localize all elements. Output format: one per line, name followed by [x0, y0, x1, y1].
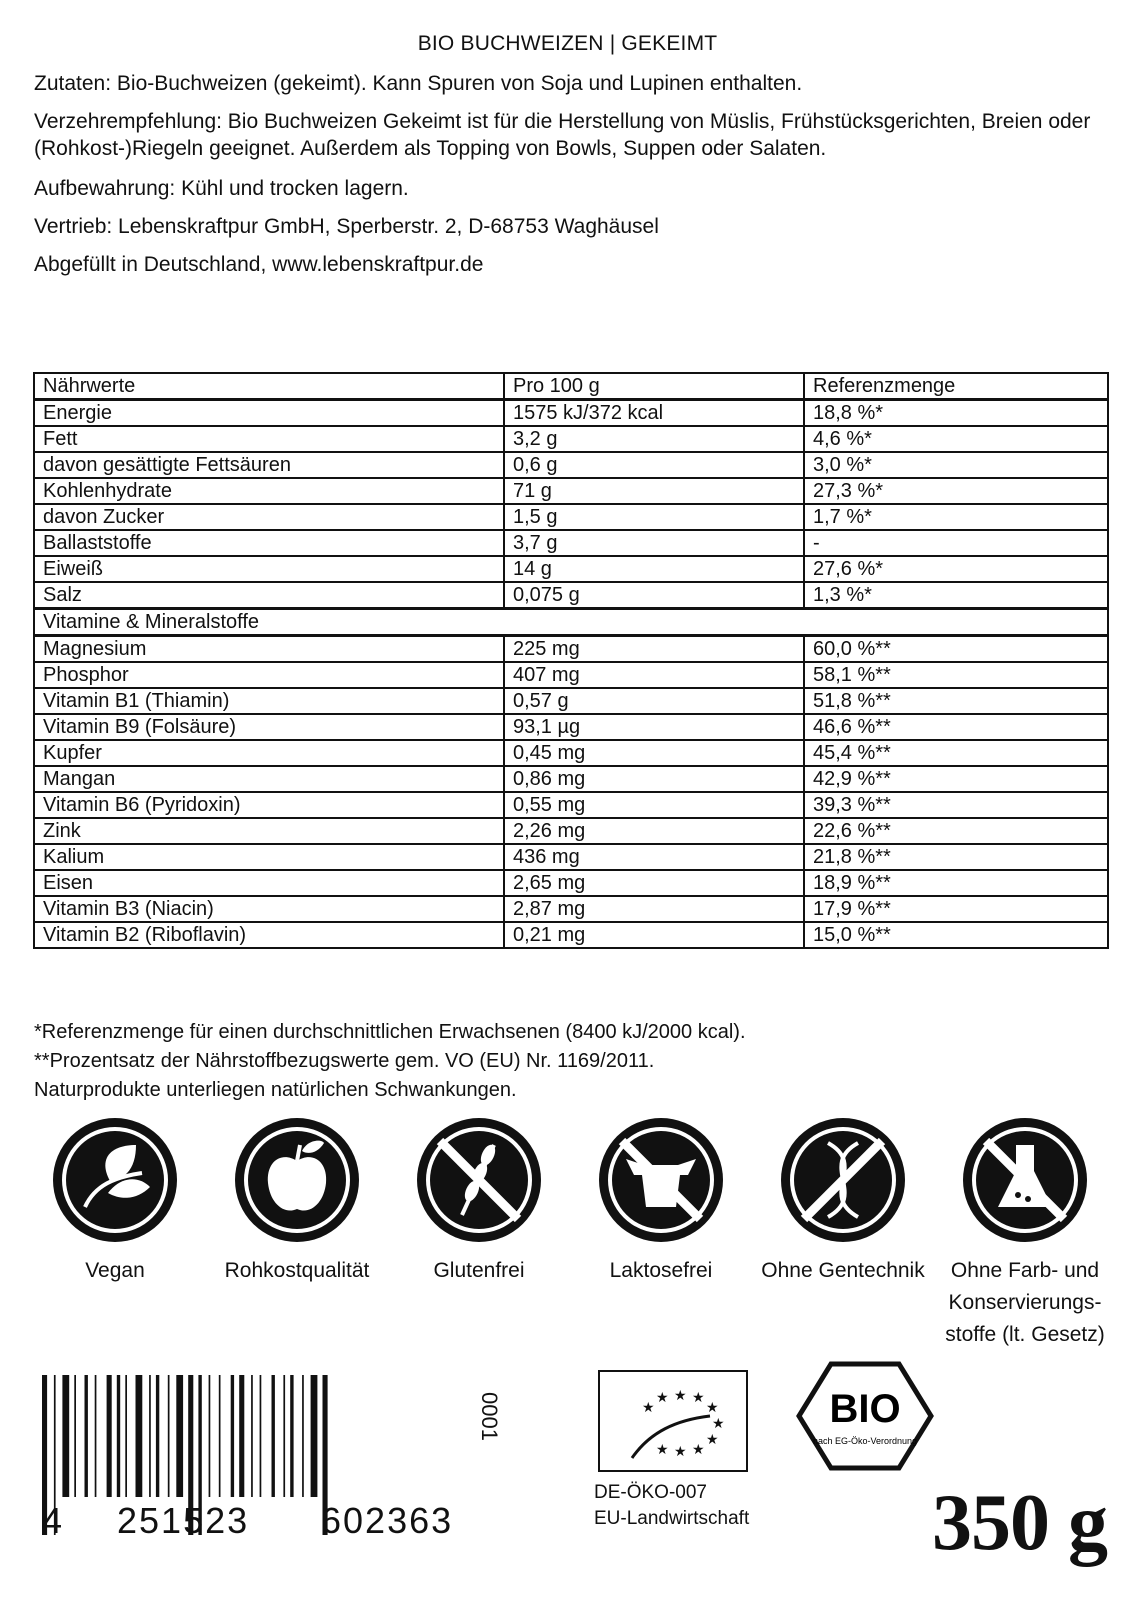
barcode-bar	[209, 1375, 211, 1497]
svg-text:★: ★	[712, 1415, 725, 1431]
table-row	[34, 452, 1108, 478]
barcode-bar	[85, 1375, 88, 1497]
table-cell: 0,6 g	[504, 452, 804, 478]
table-cell: 22,6 %**	[804, 818, 1108, 844]
icon-label: Glutenfrei	[433, 1259, 525, 1282]
table-cell: 0,45 mg	[504, 740, 804, 766]
vegan-badge	[30, 1115, 200, 1287]
barcode-bar	[74, 1375, 76, 1497]
table-row	[34, 426, 1108, 452]
table-cell: 2,87 mg	[504, 896, 804, 922]
barcode-bar	[231, 1375, 234, 1497]
table-cell: Kalium	[34, 844, 504, 870]
ingredients-text: Bio-Buchweizen (gekeimt). Kann Spuren von Soja und Lupinen enthalten.	[111, 72, 803, 95]
recommendation-text: Bio Buchweizen Gekeimt ist für die Herstellung von Müslis, Frühstücksgerichten, Breien oder (Rohkost-)Riegeln geeignet. Außerdem als Topping von Bowls, Suppen oder Salaten.	[34, 110, 1091, 160]
table-cell: davon gesättigte Fettsäuren	[34, 452, 504, 478]
barcode-bar	[272, 1375, 275, 1497]
svg-text:★: ★	[706, 1399, 719, 1415]
icon-label: Ohne Gentechnik	[761, 1259, 925, 1282]
table-row	[34, 478, 1108, 504]
table-row	[34, 504, 1108, 530]
footnote: **Prozentsatz der Nährstoffbezugswerte gem. VO (EU) Nr. 1169/2011.	[34, 1050, 655, 1072]
table-cell: 3,7 g	[504, 530, 804, 556]
table-cell: Magnesium	[34, 636, 504, 663]
eco-control-code: DE-ÖKO-007	[594, 1482, 707, 1503]
table-cell: Eisen	[34, 870, 504, 896]
recommendation-label: Verzehrempfehlung:	[34, 110, 222, 133]
table-cell: 93,1 µg	[504, 714, 804, 740]
table-cell: Vitamin B3 (Niacin)	[34, 896, 504, 922]
table-row	[34, 896, 1108, 922]
table-cell: 27,6 %*	[804, 556, 1108, 582]
table-cell: 51,8 %**	[804, 688, 1108, 714]
storage-label: Aufbewahrung:	[34, 177, 176, 200]
table-cell: Salz	[34, 582, 504, 609]
nutrition-table	[33, 372, 1109, 949]
vegan-leaves-icon	[50, 1115, 180, 1245]
gluten-free-badge	[394, 1115, 564, 1287]
net-weight: 350 g	[932, 1479, 1107, 1567]
table-cell: Nährwerte	[34, 373, 504, 400]
table-cell: 45,4 %**	[804, 740, 1108, 766]
bio-seal-word: BIO	[829, 1387, 901, 1431]
svg-text:★: ★	[706, 1431, 719, 1447]
table-cell: 21,8 %**	[804, 844, 1108, 870]
table-cell: 18,9 %**	[804, 870, 1108, 896]
no-dna-icon	[778, 1115, 908, 1245]
lactose-free-badge	[576, 1115, 746, 1287]
table-row	[34, 766, 1108, 792]
table-cell: 2,26 mg	[504, 818, 804, 844]
table-row	[34, 688, 1108, 714]
icon-label: Vegan	[85, 1259, 145, 1282]
barcode-lead-digit: 4	[42, 1500, 63, 1541]
table-cell: 1,5 g	[504, 504, 804, 530]
table-row	[34, 818, 1108, 844]
barcode-bar	[149, 1375, 151, 1497]
svg-text:★: ★	[656, 1441, 669, 1457]
distribution-line	[34, 213, 1109, 240]
barcode-bar	[283, 1375, 285, 1497]
svg-text:★: ★	[674, 1387, 687, 1403]
agriculture-origin: EU-Landwirtschaft	[594, 1508, 750, 1529]
table-cell: Vitamin B6 (Pyridoxin)	[34, 792, 504, 818]
product-title: BIO BUCHWEIZEN | GEKEIMT	[417, 32, 718, 55]
table-cell: Vitamin B2 (Riboflavin)	[34, 922, 504, 948]
table-row	[34, 582, 1108, 609]
table-cell: 71 g	[504, 478, 804, 504]
table-cell: davon Zucker	[34, 504, 504, 530]
eu-leaf-stars-icon	[600, 1372, 746, 1470]
table-row	[34, 662, 1108, 688]
table-cell: 436 mg	[504, 844, 804, 870]
table-cell: 2,65 mg	[504, 870, 804, 896]
barcode-bar	[107, 1375, 112, 1497]
ingredients-line	[34, 70, 1109, 97]
footnote: *Referenzmenge für einen durchschnittlichen Erwachsenen (8400 kJ/2000 kcal).	[34, 1021, 746, 1043]
table-row	[34, 400, 1108, 427]
svg-text:★: ★	[692, 1441, 705, 1457]
footnotes	[34, 1018, 746, 1105]
eu-organic-logo	[598, 1370, 748, 1472]
table-cell: Eiweiß	[34, 556, 504, 582]
table-cell: Vitamin B1 (Thiamin)	[34, 688, 504, 714]
table-cell: 3,0 %*	[804, 452, 1108, 478]
table-cell: 1,3 %*	[804, 582, 1108, 609]
table-cell: 18,8 %*	[804, 400, 1108, 427]
barcode-bar	[290, 1375, 293, 1497]
table-cell: Mangan	[34, 766, 504, 792]
table-cell: 3,2 g	[504, 426, 804, 452]
table-cell: Phosphor	[34, 662, 504, 688]
barcode-bar	[219, 1375, 221, 1497]
table-cell: Vitamin B9 (Folsäure)	[34, 714, 504, 740]
table-cell: 407 mg	[504, 662, 804, 688]
icon-label: Rohkostqualität	[224, 1259, 370, 1282]
table-cell: 225 mg	[504, 636, 804, 663]
certification-icons	[30, 1115, 1110, 1355]
distribution-text: Lebenskraftpur GmbH, Sperberstr. 2, D-68753 Waghäusel	[112, 215, 659, 238]
barcode-bar	[302, 1375, 304, 1497]
table-cell: Pro 100 g	[504, 373, 804, 400]
table-cell: 1,7 %*	[804, 504, 1108, 530]
table-cell: 17,9 %**	[804, 896, 1108, 922]
svg-text:★: ★	[656, 1389, 669, 1405]
barcode-bar	[125, 1375, 127, 1497]
table-cell: Energie	[34, 400, 504, 427]
table-cell: 46,6 %**	[804, 714, 1108, 740]
table-cell: 15,0 %**	[804, 922, 1108, 948]
barcode-bar	[176, 1375, 183, 1497]
barcode-side-number: 0001	[477, 1392, 502, 1441]
table-row	[34, 636, 1108, 663]
icon-label: Ohne Farb- und Konservierungs-stoffe (lt. Gesetz)	[945, 1259, 1105, 1346]
bottled-line: Abgefüllt in Deutschland, www.lebenskraftpur.de	[34, 253, 484, 276]
table-cell: 1575 kJ/372 kcal	[504, 400, 804, 427]
table-cell: -	[804, 530, 1108, 556]
table-row	[34, 740, 1108, 766]
no-grain-icon	[414, 1115, 544, 1245]
table-cell: 58,1 %**	[804, 662, 1108, 688]
bio-seal-icon	[795, 1360, 935, 1472]
barcode-bar	[260, 1375, 262, 1497]
svg-text:★: ★	[674, 1443, 687, 1459]
bio-seal-subtext: nach EG-Öko-Verordnung	[812, 1436, 918, 1446]
table-cell: 42,9 %**	[804, 766, 1108, 792]
table-row	[34, 922, 1108, 948]
table-row	[34, 844, 1108, 870]
table-cell: 0,55 mg	[504, 792, 804, 818]
barcode-bar	[156, 1375, 159, 1497]
table-cell: 0,21 mg	[504, 922, 804, 948]
barcode-bar	[62, 1375, 69, 1497]
table-cell: Zink	[34, 818, 504, 844]
table-cell: Fett	[34, 426, 504, 452]
no-cow-icon	[596, 1115, 726, 1245]
no-additives-badge	[940, 1115, 1110, 1351]
barcode-bar	[117, 1375, 120, 1497]
table-cell: 39,3 %**	[804, 792, 1108, 818]
icon-label: Laktosefrei	[609, 1259, 713, 1282]
table-row	[34, 714, 1108, 740]
barcode-bar	[251, 1375, 253, 1497]
ingredients-label: Zutaten:	[34, 72, 112, 95]
gmo-free-badge	[758, 1115, 928, 1287]
table-cell: Ballaststoffe	[34, 530, 504, 556]
table-cell: Kupfer	[34, 740, 504, 766]
table-cell: 0,86 mg	[504, 766, 804, 792]
table-row	[34, 373, 1108, 400]
distribution-label: Vertrieb:	[34, 215, 113, 238]
svg-text:★: ★	[692, 1389, 705, 1405]
table-cell: 14 g	[504, 556, 804, 582]
table-row	[34, 792, 1108, 818]
barcode-bar	[95, 1375, 97, 1497]
barcode-bar	[136, 1375, 143, 1497]
table-row	[34, 870, 1108, 896]
table-cell: 27,3 %*	[804, 478, 1108, 504]
table-cell: 0,57 g	[504, 688, 804, 714]
storage-line	[34, 175, 1109, 202]
apple-icon	[232, 1115, 362, 1245]
table-cell: 4,6 %*	[804, 426, 1108, 452]
barcode-left-digits: 251523	[117, 1500, 250, 1541]
footnote: Naturprodukte unterliegen natürlichen Schwankungen.	[34, 1079, 517, 1101]
storage-text: Kühl und trocken lagern.	[175, 177, 409, 200]
raw-badge	[212, 1115, 382, 1287]
barcode-right-digits: 602363	[321, 1500, 454, 1541]
table-row	[34, 556, 1108, 582]
svg-text:★: ★	[642, 1399, 655, 1415]
barcode-bar	[239, 1375, 244, 1497]
table-row	[34, 530, 1108, 556]
no-flask-icon	[960, 1115, 1090, 1245]
table-cell: Kohlenhydrate	[34, 478, 504, 504]
table-section-row	[34, 609, 1108, 636]
eu-organic-text	[594, 1480, 749, 1532]
recommendation-line	[34, 108, 1109, 162]
table-cell: Referenzmenge	[804, 373, 1108, 400]
table-cell: 60,0 %**	[804, 636, 1108, 663]
barcode-bar	[168, 1375, 170, 1497]
table-cell: 0,075 g	[504, 582, 804, 609]
section-heading: Vitamine & Mineralstoffe	[34, 609, 1108, 636]
barcode-bar	[311, 1375, 318, 1497]
